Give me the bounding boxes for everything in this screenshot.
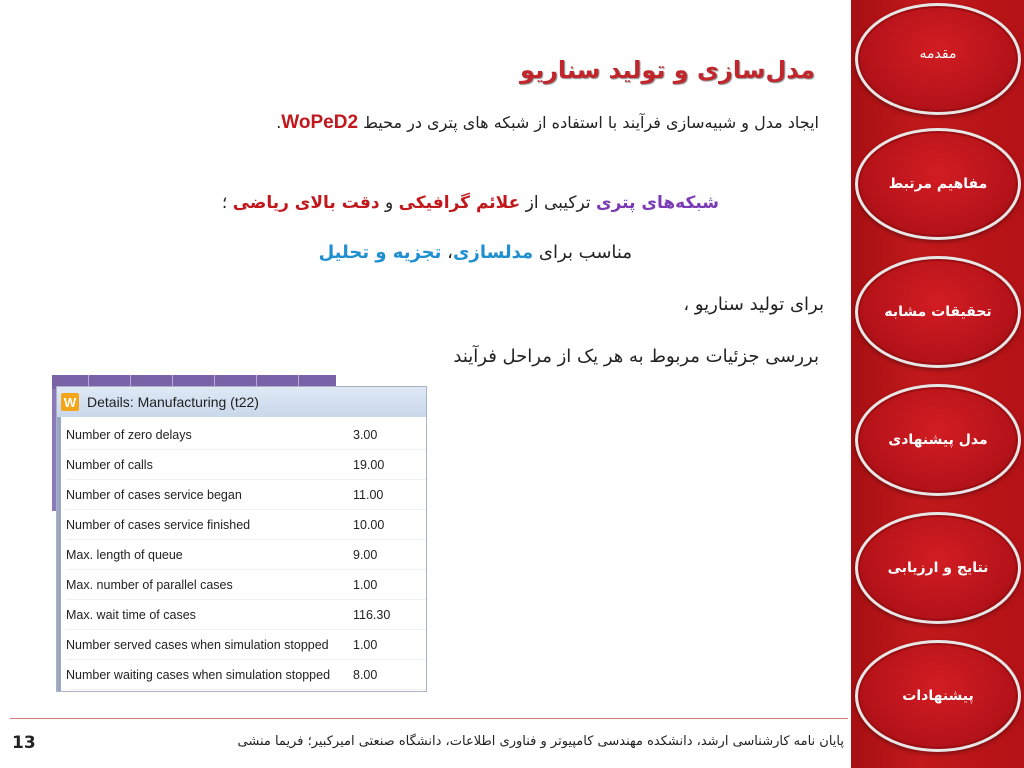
petri-text-2: و xyxy=(379,193,399,213)
slide-title: مدل‌سازی و تولید سناریو xyxy=(520,56,815,84)
detail-value: 1.00 xyxy=(353,577,378,592)
nav-proposed-model[interactable]: مدل پیشنهادی xyxy=(855,384,1021,496)
woped-app-icon: W xyxy=(61,393,79,411)
detail-value: 11.00 xyxy=(353,487,384,502)
detail-value: 9.00 xyxy=(353,547,378,562)
detail-row xyxy=(66,420,426,450)
petri-text-3: ؛ xyxy=(221,193,233,213)
detail-row xyxy=(66,660,426,690)
detail-row xyxy=(66,510,426,540)
nav-related-concepts[interactable]: مفاهیم مرتبط xyxy=(855,128,1021,240)
nav-sidebar xyxy=(851,0,1024,768)
petri-line xyxy=(222,193,719,213)
suitable-sep: ، xyxy=(441,242,453,263)
detail-row xyxy=(66,600,426,630)
detail-value: 8.00 xyxy=(353,667,378,682)
detail-row xyxy=(66,540,426,570)
detail-value: 10.00 xyxy=(353,517,385,532)
detail-label: Number of cases service began xyxy=(66,487,242,502)
petri-term: شبکه‌های پتری xyxy=(595,193,719,213)
analysis-term: تجزیه و تحلیل xyxy=(318,242,442,263)
detail-value: 3.00 xyxy=(353,427,378,442)
footer-divider xyxy=(10,718,848,719)
modeling-term: مدلسازی xyxy=(452,242,534,263)
footer-text: پایان نامه کارشناسی ارشد، دانشکده مهندسی کامپیوتر و فناوری اطلاعات، دانشگاه صنعتی امیرکبیر؛ فریما منشی xyxy=(237,734,844,749)
intro-line xyxy=(276,112,819,134)
nav-similar-research[interactable]: تحقیقات مشابه xyxy=(855,256,1021,368)
dialog-title: Details: Manufacturing (t22) xyxy=(87,394,259,410)
detail-label: Number of calls xyxy=(66,457,153,472)
details-line: بررسی جزئیات مربوط به هر یک از مراحل فرآیند xyxy=(453,346,819,367)
detail-label: Number served cases when simulation stopped xyxy=(66,637,329,652)
detail-row xyxy=(66,480,426,510)
detail-label: Number of cases service finished xyxy=(66,517,251,532)
detail-label: Number of zero delays xyxy=(66,427,192,442)
details-dialog[interactable] xyxy=(56,386,427,692)
detail-label: Max. number of parallel cases xyxy=(66,577,233,592)
suitable-line xyxy=(319,242,632,263)
nav-results-evaluation[interactable]: نتایج و ارزیابی xyxy=(855,512,1021,624)
details-list xyxy=(57,417,426,691)
intro-end: . xyxy=(276,113,282,132)
detail-row xyxy=(66,450,426,480)
detail-label: Max. wait time of cases xyxy=(66,607,196,622)
suitable-text: مناسب برای xyxy=(533,242,632,263)
detail-value: 116.30 xyxy=(353,607,391,622)
intro-text: ایجاد مدل و شبیه‌سازی فرآیند با استفاده از شبکه های پتری در محیط xyxy=(363,113,819,132)
detail-label: Max. length of queue xyxy=(66,547,183,562)
detail-row xyxy=(66,570,426,600)
page-number: 13 xyxy=(12,733,36,753)
graphic-term: علائم گرافیکی xyxy=(398,193,521,213)
detail-label: Number waiting cases when simulation stopped xyxy=(66,667,331,682)
dialog-titlebar[interactable] xyxy=(57,387,426,417)
detail-value: 1.00 xyxy=(353,637,378,652)
nav-suggestions[interactable]: پیشنهادات xyxy=(855,640,1021,752)
woped-accent: WoPeD2 xyxy=(281,112,359,133)
scenario-line: برای تولید سناریو ، xyxy=(683,294,824,315)
petri-text-1: ترکیبی از xyxy=(520,193,596,213)
detail-row xyxy=(66,630,426,660)
detail-value: 19.00 xyxy=(353,457,385,472)
nav-intro[interactable]: مقدمه xyxy=(855,3,1021,115)
math-term: دقت بالای ریاضی xyxy=(232,193,380,213)
